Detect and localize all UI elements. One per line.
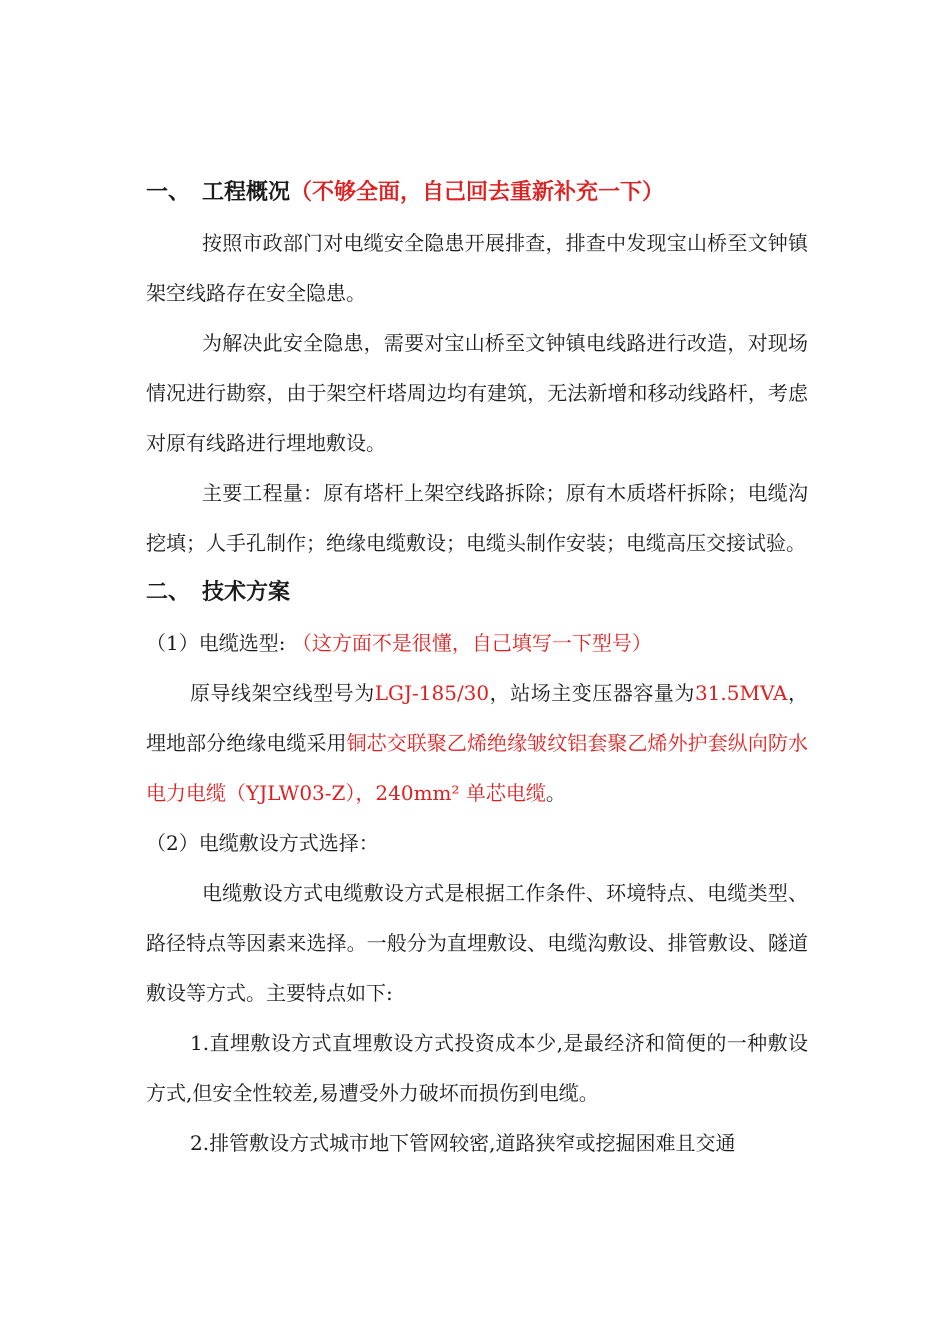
spec-text: 原导线架空线型号为 <box>190 681 375 705</box>
spec-text: ，站场主变压器容量为 <box>489 681 695 705</box>
section-title: 工程概况 <box>202 180 291 205</box>
section-heading-technical <box>146 568 808 618</box>
transformer-capacity: 31.5MVA <box>694 681 788 705</box>
subsection-cable-selection <box>146 618 808 668</box>
reviewer-note: （不够全面，自己回去重新补充一下） <box>290 180 665 205</box>
overview-paragraph-1: 按照市政部门对电缆安全隐患开展排查，排查中发现宝山桥至文钟镇架空线路存在安全隐患。 <box>146 231 808 305</box>
section-number: 二、 <box>146 580 191 605</box>
subsection-laying-method <box>146 818 808 868</box>
overview-paragraph-3: 主要工程量：原有塔杆上架空线路拆除；原有木质塔杆拆除；电缆沟挖填；人手孔制作；绝缘电缆敷设；电缆头制作安装；电缆高压交接试验。 <box>146 481 808 555</box>
conductor-model: LGJ-185/30 <box>374 681 490 705</box>
section-title: 技术方案 <box>202 580 291 605</box>
subsection-label: （2）电缆敷设方式选择： <box>146 831 379 855</box>
cable-type: 铜芯交联聚乙烯绝缘皱纹铝套聚乙烯外护套纵向防水电力电缆（YJLW03-Z），240mm² 单芯电缆 <box>146 731 808 805</box>
subsection-label: （1）电缆选型: <box>146 631 286 655</box>
spec-text: ，埋地部分绝缘电缆采用 <box>146 681 809 755</box>
document-body <box>146 168 808 1168</box>
overview-paragraph-2: 为解决此安全隐患，需要对宝山桥至文钟镇电线路进行改造，对现场情况进行勘察，由于架空杆塔周边均有建筑，无法新增和移动线路杆，考虑对原有线路进行埋地敷设。 <box>146 331 808 455</box>
section-number: 一、 <box>146 180 191 205</box>
section-heading-overview <box>146 168 808 218</box>
reviewer-note: （这方面不是很懂，自己填写一下型号） <box>291 631 652 655</box>
laying-paragraph-1: 电缆敷设方式电缆敷设方式是根据工作条件、环境特点、电缆类型、路径特点等因素来选择。一般分为直埋敷设、电缆沟敷设、排管敷设、隧道敷设等方式。主要特点如下: <box>146 881 808 1005</box>
laying-paragraph-2: 1.直埋敷设方式直埋敷设方式投资成本少,是最经济和简便的一种敷设方式,但安全性较差,易遭受外力破坏而损伤到电缆。 <box>146 1031 808 1105</box>
cable-spec-paragraph <box>146 668 808 818</box>
laying-paragraph-3: 2.排管敷设方式城市地下管网较密,道路狭窄或挖掘困难且交通 <box>190 1131 736 1155</box>
spec-text: 。 <box>545 781 566 805</box>
